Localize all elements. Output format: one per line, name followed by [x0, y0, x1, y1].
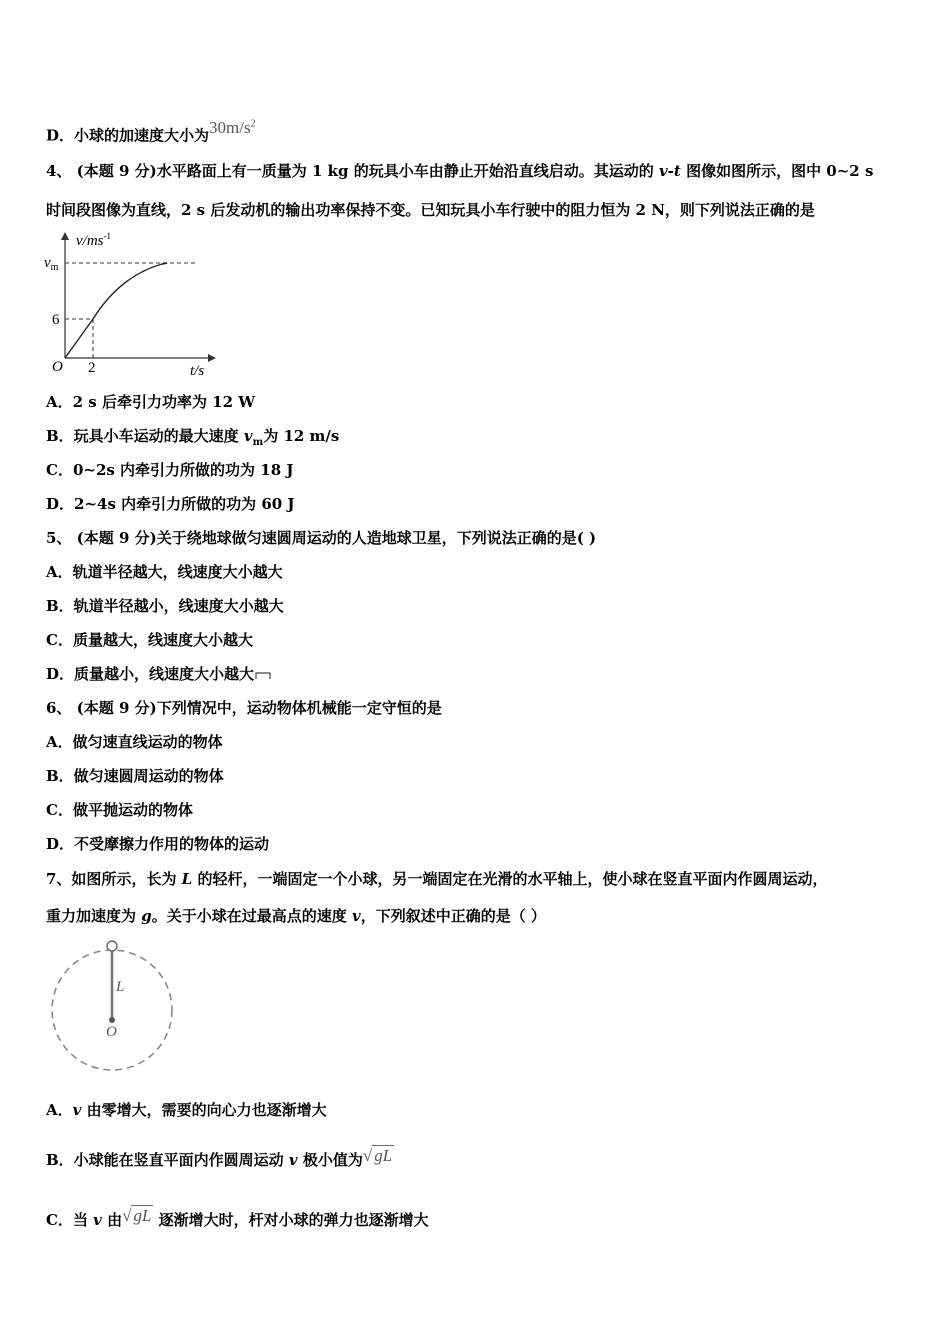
- q5-option-a: A．轨道半径越大，线速度大小越大: [46, 563, 283, 581]
- acceleration-value: $30m/s^2$: [209, 117, 256, 137]
- q5-option-c: C．质量越大，线速度大小越大: [46, 631, 253, 649]
- vm-label: $v_m$: [44, 255, 59, 273]
- q7-option-a: A．v 由零增大，需要的向心力也逐渐增大: [46, 1101, 327, 1119]
- q6-option-a: A．做匀速直线运动的物体: [46, 733, 223, 751]
- y-axis-label: $v/ms^{-1}$: [76, 231, 111, 249]
- rod-length-label: L: [116, 979, 125, 995]
- q6-option-c: C．做平抛运动的物体: [46, 801, 193, 819]
- origin-label: O: [52, 359, 63, 375]
- q4-stem-line2: 时间段图像为直线，2 s 后发动机的输出功率保持不变。已知玩具小车行驶中的阻力恒为 2 N，则下列说法正确的是: [46, 201, 815, 219]
- q7-stem-line2: 重力加速度为 g。关于小球在过最高点的速度 v，下列叙述中正确的是（ ）: [46, 907, 546, 925]
- q4-option-b: B．玩具小车运动的最大速度 $v_m$为 12 m/s: [46, 427, 340, 448]
- q5-stem: 5、 (本题 9 分)关于绕地球做匀速圆周运动的人造地球卫星，下列说法正确的是( ): [46, 529, 597, 547]
- velocity-curve: [65, 263, 167, 358]
- pivot-label: O: [106, 1024, 117, 1040]
- ball: [107, 941, 117, 951]
- x-axis-arrow: [208, 354, 216, 362]
- sqrt-gl: √ gL: [122, 1206, 152, 1225]
- q4-option-a: A．2 s 后牵引力功率为 12 W: [46, 393, 256, 411]
- x-axis-label: t/s: [190, 363, 205, 378]
- y-tick-6: 6: [52, 312, 60, 328]
- q4-option-d: D．2~4s 内牵引力所做的功为 60 J: [46, 495, 295, 513]
- pivot-point: [109, 1017, 115, 1023]
- q4-stem-line1: 4、 (本题 9 分)水平路面上有一质量为 1 kg 的玩具小车由静止开始沿直线启动。其运动的 v-t 图像如图所示，图中 0~2 s: [46, 162, 874, 180]
- x-tick-2: 2: [88, 360, 96, 376]
- q5-option-b: B．轨道半径越小，线速度大小越大: [46, 597, 284, 615]
- q6-stem: 6、 (本题 9 分)下列情况中，运动物体机械能一定守恒的是: [46, 699, 442, 717]
- q5-option-d: D．质量越小，线速度大小越大: [46, 664, 272, 684]
- stray-mark: [254, 667, 272, 681]
- sqrt-gl: √ gL: [362, 1146, 393, 1165]
- y-axis-arrow: [61, 232, 69, 240]
- q4-option-c: C．0~2s 内牵引力所做的功为 18 J: [46, 461, 294, 479]
- vt-graph: [40, 226, 220, 378]
- q3-option-d: D．小球的加速度大小为$30m/s^2$: [46, 117, 256, 145]
- q7-stem-line1: 7、如图所示，长为 L 的轻杆，一端固定一个小球，另一端固定在光滑的水平轴上，使小球在竖直平面内作圆周运动，: [46, 870, 828, 888]
- q6-option-d: D．不受摩擦力作用的物体的运动: [46, 835, 270, 853]
- q7-option-c: C．当 v 由√ gL 逐渐增大时，杆对小球的弹力也逐渐增大: [46, 1206, 429, 1229]
- circular-motion-figure: [46, 936, 178, 1076]
- q6-option-b: B．做匀速圆周运动的物体: [46, 767, 224, 785]
- q7-option-b: B．小球能在竖直平面内作圆周运动 v 极小值为√ gL: [46, 1146, 393, 1169]
